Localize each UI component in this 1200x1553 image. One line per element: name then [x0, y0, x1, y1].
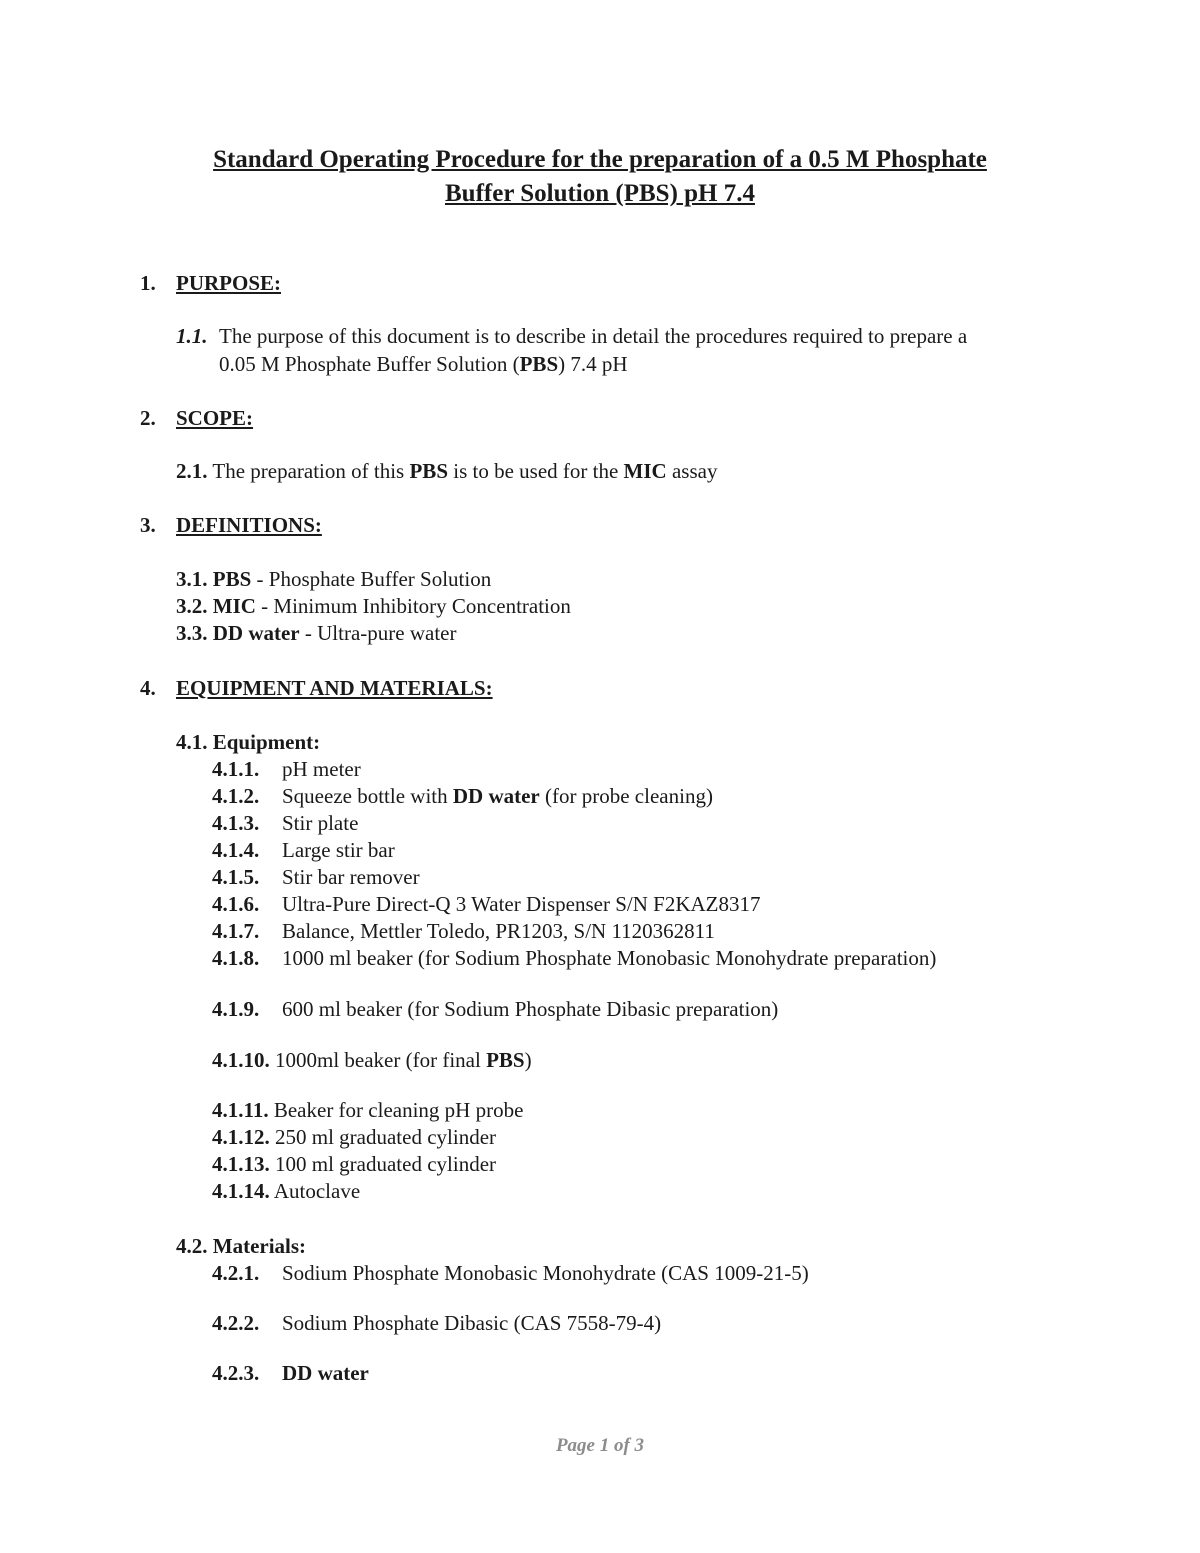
materials-item-number: 4.2.1. [212, 1261, 260, 1285]
item-2-1-text-part: assay [666, 459, 718, 483]
equipment-item [212, 1047, 532, 1074]
definition-term: DD water [212, 621, 300, 645]
section-1-number: 1. [140, 271, 156, 295]
materials-item-text: Sodium Phosphate Dibasic (CAS 7558-79-4) [282, 1311, 662, 1335]
equipment-item-text: 100 ml graduated cylinder [275, 1152, 497, 1176]
pbs-term: PBS [486, 1048, 525, 1072]
equipment-item-number: 4.1.14. [212, 1179, 270, 1203]
equipment-item [212, 864, 420, 891]
equipment-item-number: 4.1.12. [212, 1125, 270, 1149]
equipment-item-number: 4.1.9. [212, 997, 260, 1021]
materials-subheading [176, 1233, 306, 1260]
document-title-line-2: Buffer Solution (PBS) pH 7.4 [445, 180, 755, 207]
equipment-item-text: 250 ml graduated cylinder [275, 1125, 497, 1149]
item-1-1-text-line-1: The purpose of this document is to describe in detail the procedures required to prepare a [219, 324, 968, 348]
equipment-item [212, 810, 358, 837]
materials-number: 4.2. [176, 1234, 208, 1258]
definition-number: 3.2. [176, 594, 208, 618]
equipment-item [212, 945, 936, 972]
pbs-term: PBS [409, 459, 448, 483]
item-1-1-text-part: 0.05 M Phosphate Buffer Solution ( [219, 352, 520, 376]
definition-term: MIC [212, 594, 256, 618]
materials-item-number: 4.2.3. [212, 1361, 260, 1385]
equipment-item-number: 4.1.10. [212, 1048, 270, 1072]
definition-item [176, 620, 456, 647]
equipment-item-text: Squeeze bottle with [282, 784, 453, 808]
definition-number: 3.1. [176, 567, 208, 591]
equipment-item-text: Stir bar remover [282, 865, 420, 889]
item-2-1 [176, 458, 717, 485]
equipment-item-number: 4.1.7. [212, 919, 260, 943]
equipment-item-text: ) [524, 1048, 532, 1072]
materials-item [212, 1360, 369, 1387]
materials-item [212, 1310, 661, 1337]
definition-term: PBS [212, 567, 252, 591]
equipment-subheading [176, 729, 320, 756]
materials-item-number: 4.2.2. [212, 1311, 260, 1335]
equipment-item [212, 837, 395, 864]
section-3-heading: DEFINITIONS: [176, 513, 322, 537]
equipment-item-text: Ultra-Pure Direct-Q 3 Water Dispenser S/N F2KAZ8317 [282, 892, 761, 916]
document-title-line-1: Standard Operating Procedure for the preparation of a 0.5 M Phosphate [213, 146, 987, 173]
equipment-item [212, 918, 715, 945]
equipment-item-number: 4.1.2. [212, 784, 260, 808]
dd-water-term: DD water [282, 1361, 369, 1385]
item-1-1-text-line-2 [219, 351, 628, 378]
equipment-item [212, 1124, 496, 1151]
equipment-item-number: 4.1.8. [212, 946, 260, 970]
equipment-item [212, 1178, 360, 1205]
equipment-item-number: 4.1.5. [212, 865, 260, 889]
materials-item-text: Sodium Phosphate Monobasic Monohydrate (CAS 1009-21-5) [282, 1261, 809, 1285]
equipment-item-number: 4.1.6. [212, 892, 260, 916]
definition-text: - Minimum Inhibitory Concentration [255, 594, 571, 618]
materials-heading: Materials: [212, 1234, 307, 1258]
equipment-item-number: 4.1.13. [212, 1152, 270, 1176]
equipment-item-number: 4.1.4. [212, 838, 260, 862]
definition-text: - Phosphate Buffer Solution [251, 567, 492, 591]
section-4-number: 4. [140, 676, 156, 700]
equipment-item-number: 4.1.3. [212, 811, 260, 835]
section-1-heading: PURPOSE: [176, 271, 281, 295]
equipment-item-text: pH meter [282, 757, 361, 781]
dd-water-term: DD water [452, 784, 540, 808]
page-number-footer: Page 1 of 3 [555, 1435, 645, 1456]
section-4-heading: EQUIPMENT AND MATERIALS: [176, 676, 493, 700]
equipment-item-number: 4.1.11. [212, 1098, 269, 1122]
item-2-1-number: 2.1. [176, 459, 208, 483]
equipment-item [212, 756, 361, 783]
item-1-1-text-part: ) 7.4 pH [558, 352, 628, 376]
equipment-item-number: 4.1.1. [212, 757, 260, 781]
equipment-item [212, 1097, 523, 1124]
equipment-item-text: Large stir bar [282, 838, 395, 862]
definition-item [176, 566, 491, 593]
equipment-item-text: (for probe cleaning) [539, 784, 713, 808]
item-1-1-number: 1.1. [176, 324, 208, 348]
equipment-item-text: 1000ml beaker (for final [275, 1048, 487, 1072]
equipment-item-text: Balance, Mettler Toledo, PR1203, S/N 1120362811 [282, 919, 715, 943]
item-2-1-text-part: is to be used for the [448, 459, 624, 483]
equipment-item [212, 783, 713, 810]
equipment-item-text: Autoclave [273, 1179, 361, 1203]
equipment-item [212, 891, 761, 918]
section-2-number: 2. [140, 406, 156, 430]
equipment-heading: Equipment: [212, 730, 321, 754]
item-2-1-text-part: The preparation of this [212, 459, 410, 483]
section-2-heading: SCOPE: [176, 406, 254, 430]
section-3-number: 3. [140, 513, 156, 537]
equipment-item-text: Stir plate [282, 811, 359, 835]
definition-text: - Ultra-pure water [299, 621, 457, 645]
equipment-item-text: 600 ml beaker (for Sodium Phosphate Dibasic preparation) [282, 997, 779, 1021]
mic-term: MIC [623, 459, 667, 483]
definition-number: 3.3. [176, 621, 208, 645]
definition-item [176, 593, 571, 620]
equipment-item-text: 1000 ml beaker (for Sodium Phosphate Monobasic Monohydrate preparation) [282, 946, 937, 970]
equipment-number: 4.1. [176, 730, 208, 754]
equipment-item-text: Beaker for cleaning pH probe [273, 1098, 524, 1122]
materials-item [212, 1260, 809, 1287]
equipment-item [212, 996, 778, 1023]
pbs-term: PBS [519, 352, 559, 376]
equipment-item [212, 1151, 496, 1178]
